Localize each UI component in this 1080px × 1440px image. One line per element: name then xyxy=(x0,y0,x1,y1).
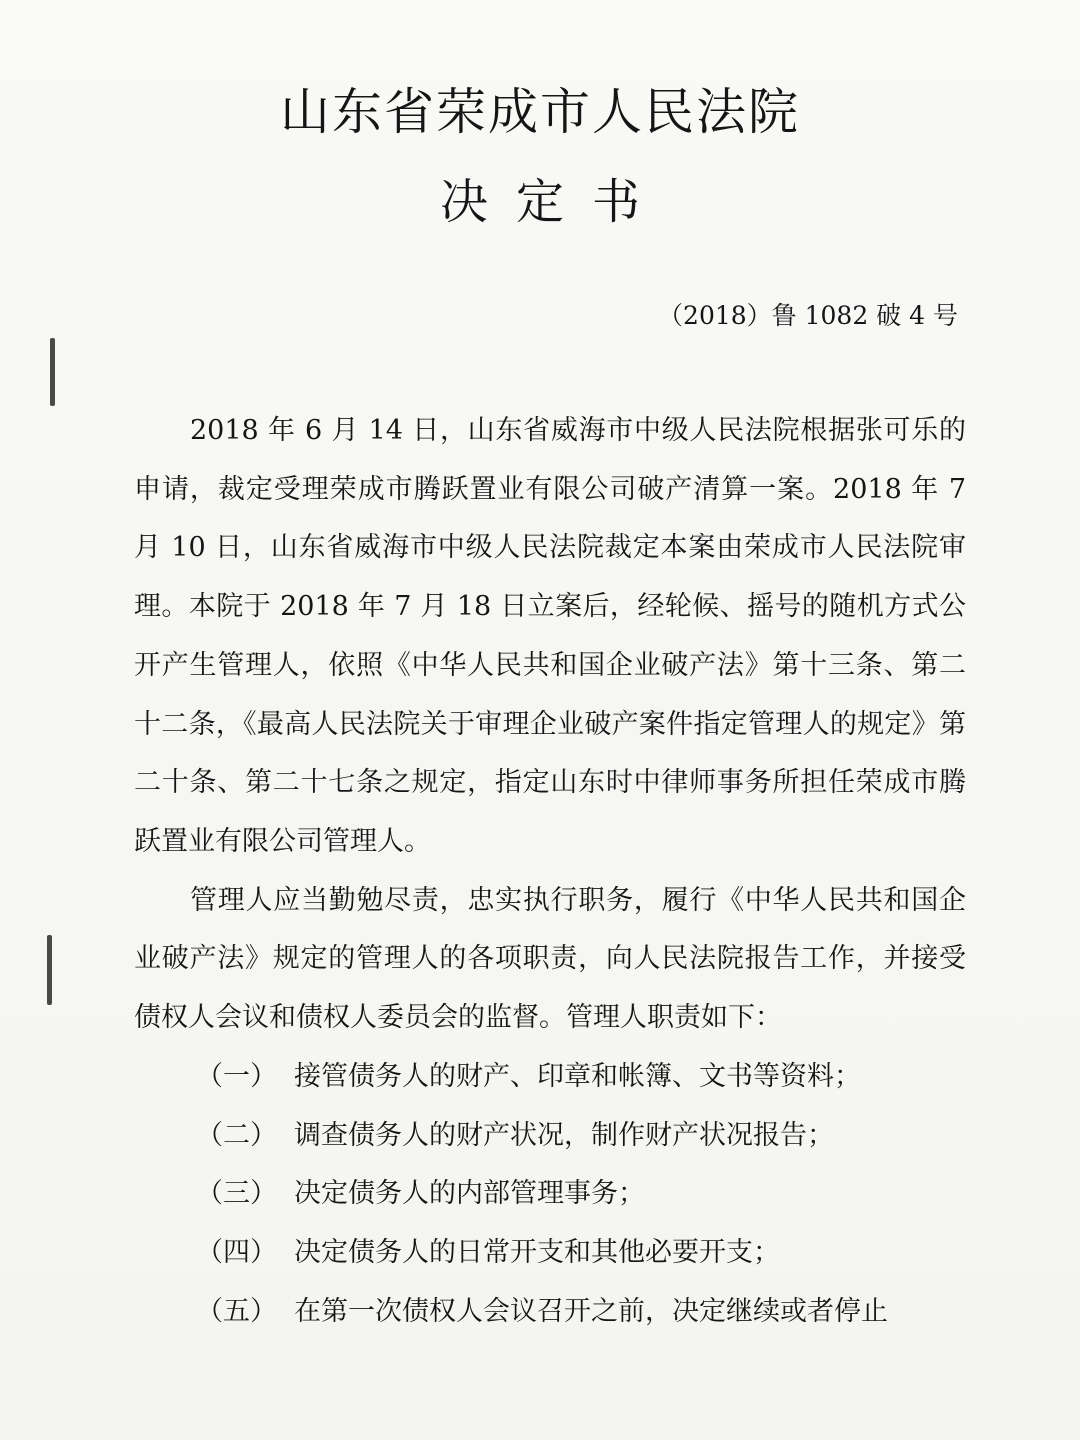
list-item xyxy=(196,1048,966,1107)
case-number: （2018）鲁 1082 破 4 号 xyxy=(658,301,958,330)
binding-mark xyxy=(47,935,52,1005)
duty-number: （三） xyxy=(196,1178,277,1210)
duty-text: 调查债务人的财产状况，制作财产状况报告； xyxy=(294,1119,834,1151)
duty-number: （五） xyxy=(196,1295,277,1327)
duty-text: 接管债务人的财产、印章和帐簿、文书等资料； xyxy=(294,1061,861,1092)
list-item xyxy=(196,1165,966,1224)
duty-text: 决定债务人的日常开支和其他必要开支； xyxy=(294,1237,780,1269)
court-name: 山东省荣成市人民法院 xyxy=(280,83,800,141)
duty-number: （四） xyxy=(196,1237,277,1269)
duty-text: 在第一次债权人会议召开之前，决定继续或者停止 xyxy=(294,1295,888,1327)
list-item xyxy=(196,1107,966,1166)
binding-mark xyxy=(50,338,55,406)
duty-number: （二） xyxy=(196,1119,277,1151)
duty-number: （一） xyxy=(196,1061,277,1092)
list-item xyxy=(196,1283,966,1342)
document-title: 决定书 xyxy=(439,174,668,230)
duty-list xyxy=(196,1048,966,1342)
list-item xyxy=(196,1224,966,1283)
document-body xyxy=(134,402,966,1048)
paragraph: 管理人应当勤勉尽责，忠实执行职务，履行《中华人民共和国企业破产法》规定的管理人的各项职责，向人民法院报告工作，并接受债权人会议和债权人委员会的监督。管理人职责如下： xyxy=(134,884,966,1034)
duty-text: 决定债务人的内部管理事务； xyxy=(294,1178,645,1210)
paragraph: 2018 年 6 月 14 日，山东省威海市中级人民法院根据张可乐的申请，裁定受理荣成市腾跃置业有限公司破产清算一案。2018 年 7 月 10 日，山东省威海市中级人民法院裁定本案由荣成市人民法院审理。本院于 2018 年 7 月 18 日立案后，经轮候、摇号的随机方式公开产生管理人，依照《中华人民共和国企业破产法》第十三条、第二十二条，《最高人民法院关于审理企业破产案件指定管理人的规定》第二十条、第二十七条之规定，指定山东时中律师事务所担任荣成市腾跃置业有限公司管理人。 xyxy=(134,415,966,857)
